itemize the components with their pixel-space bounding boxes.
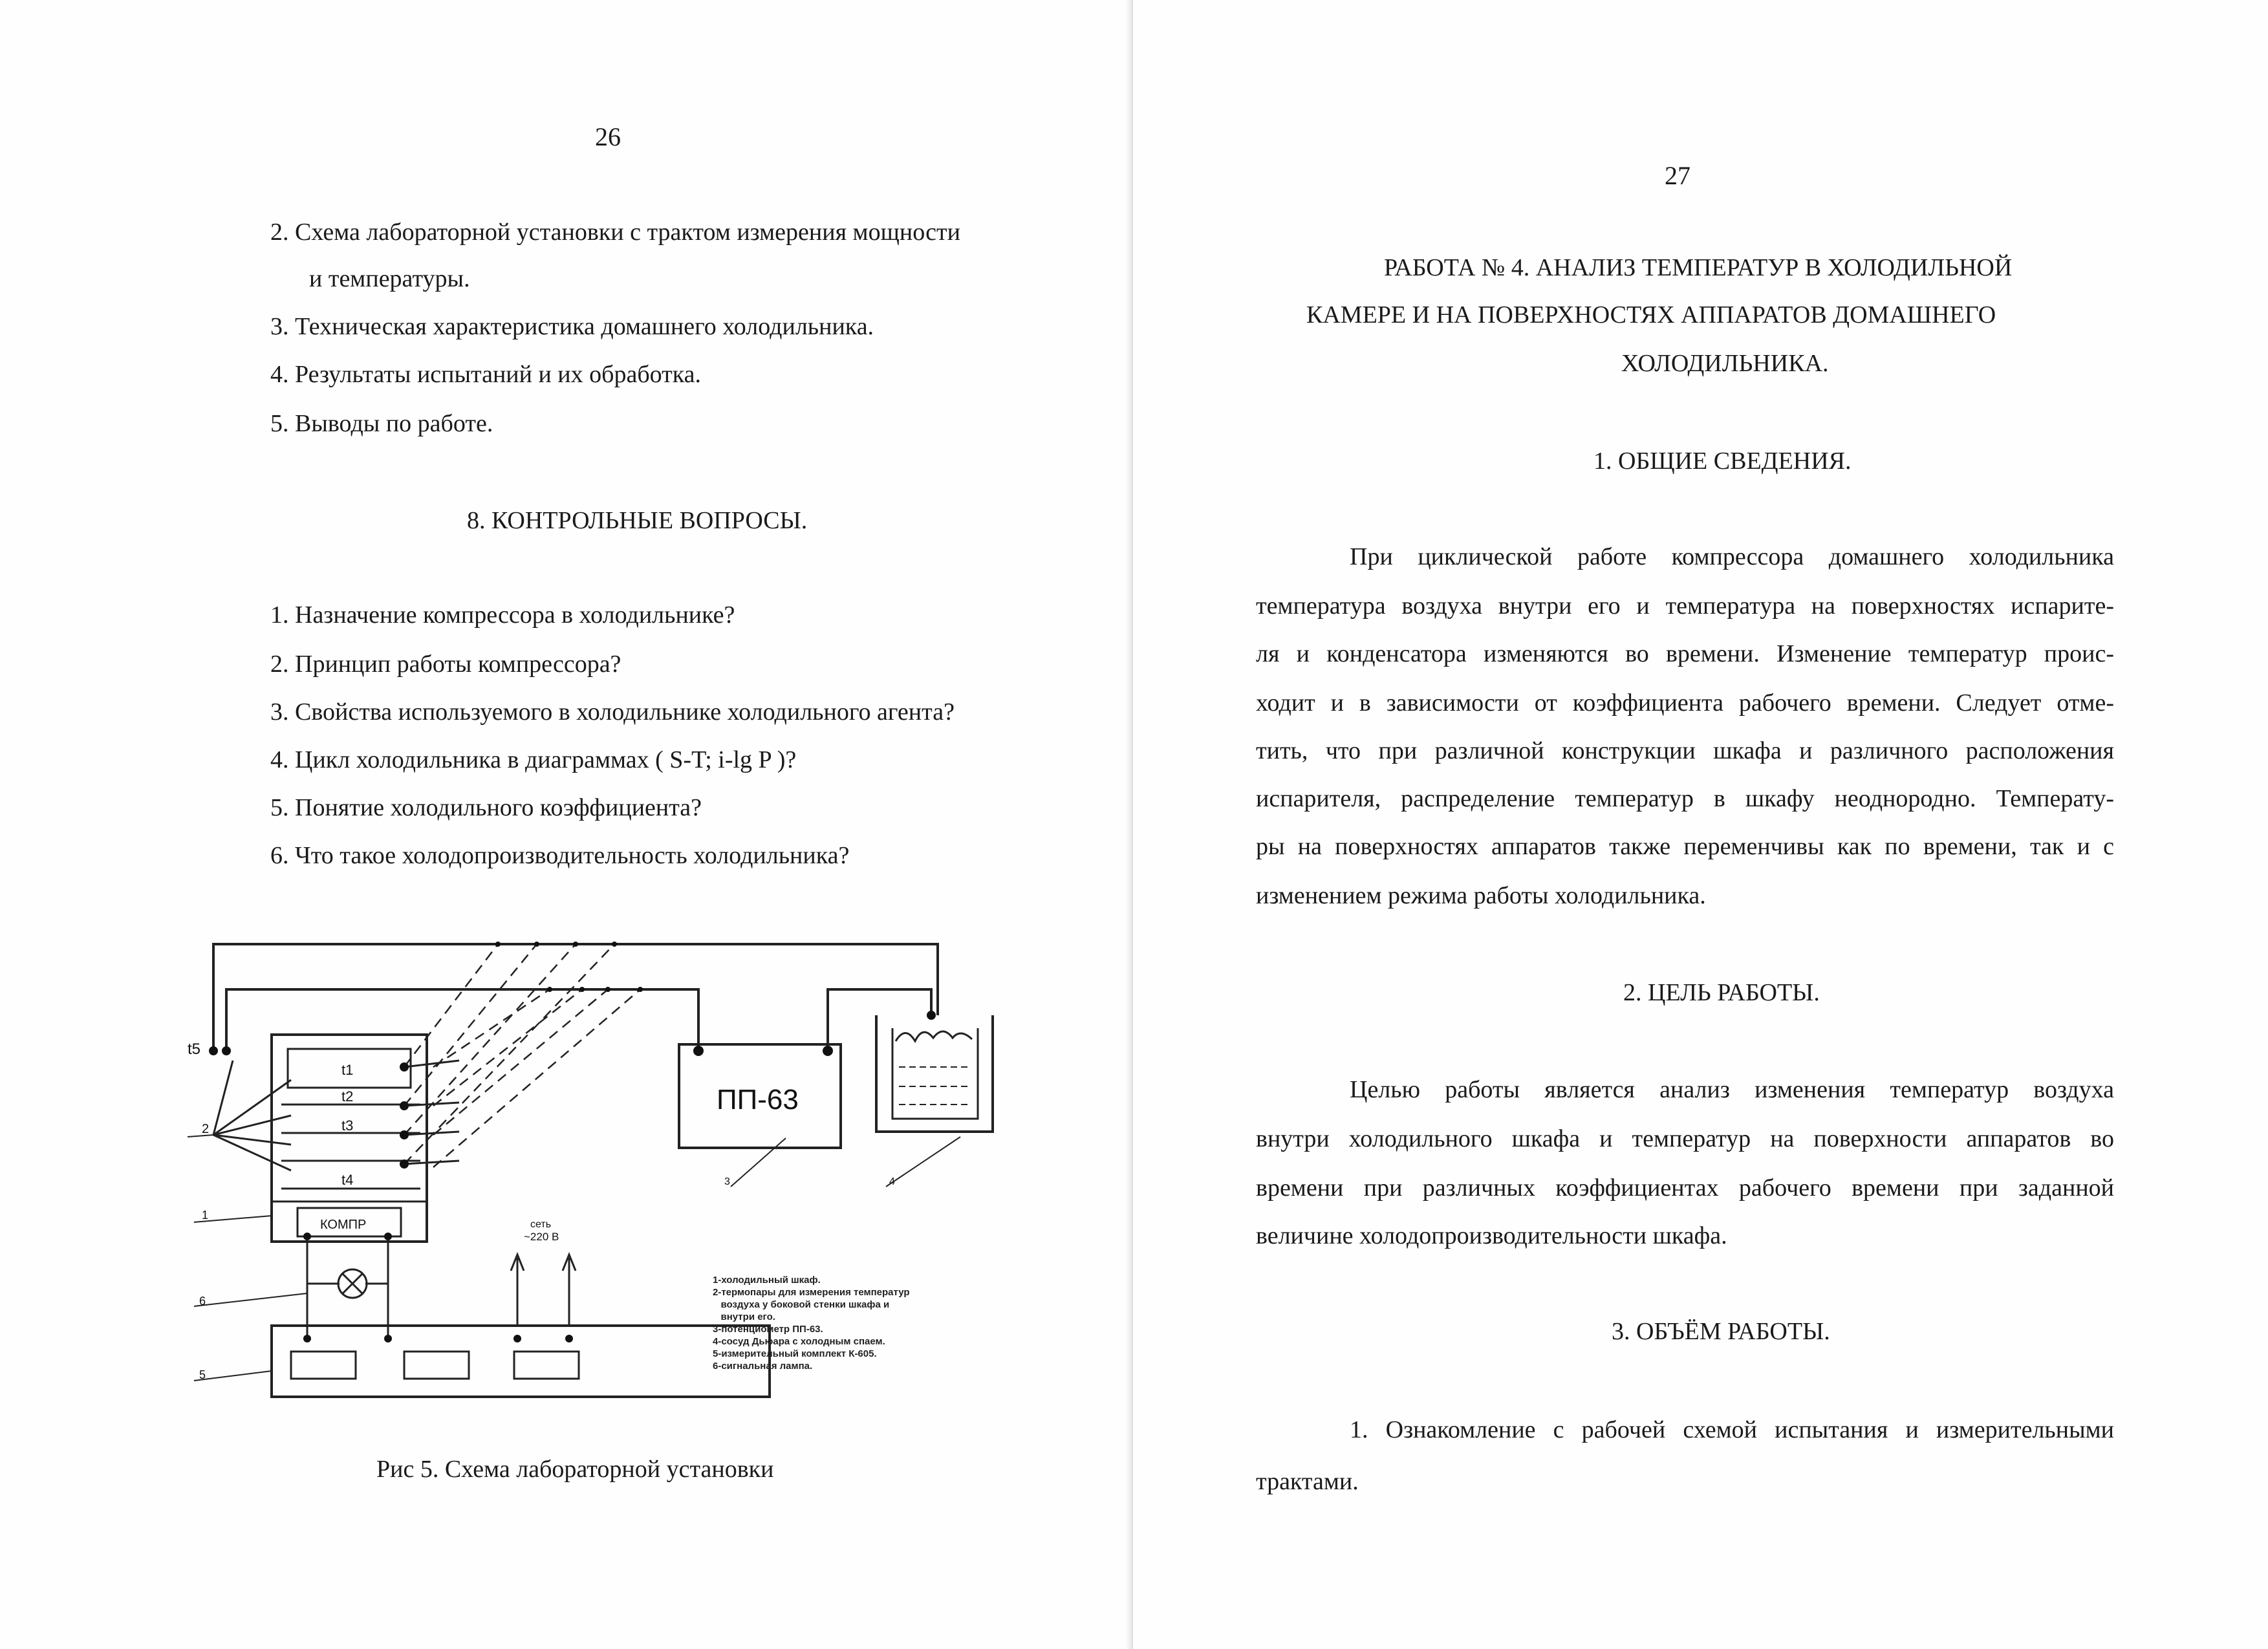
label-n2: 2	[202, 1122, 210, 1136]
legend-item: 1-холодильный шкаф.	[713, 1275, 821, 1286]
paragraph-line: изменением режима работы холодильника.	[1256, 882, 1706, 909]
question-item: 5. Понятие холодильного коэффициента?	[270, 794, 702, 821]
legend-item: 2-термопары для измерения температур	[713, 1287, 910, 1298]
legend-item: воздуха у боковой стенки шкафа и	[713, 1299, 890, 1310]
report-item: 4. Результаты испытаний и их обработка.	[270, 361, 702, 388]
paragraph-line: температура воздуха внутри его и температура на поверхностях испарите-	[1256, 592, 2114, 620]
label-n1: 1	[202, 1209, 209, 1222]
diagram-wire-mid	[226, 989, 698, 1051]
label-t5: t5	[188, 1040, 201, 1058]
label-voltage: ~220 В	[524, 1231, 559, 1243]
left-page	[0, 0, 1133, 1649]
label-n4: 4	[889, 1176, 895, 1187]
paragraph-line: испарителя, распределение температур в шкафу неоднородно. Температу-	[1256, 785, 2114, 812]
measuring-set	[272, 1326, 770, 1397]
label-t2: t2	[341, 1088, 354, 1105]
label-n6: 6	[199, 1295, 206, 1308]
paragraph-line: величине холодопроизводительности шкафа.	[1256, 1222, 1727, 1249]
dewar-vessel	[876, 1015, 993, 1132]
paragraph-line: тить, что при различной конструкции шкафа и различного расположения	[1256, 737, 2114, 764]
right-page	[1133, 0, 2268, 1649]
question-item: 4. Цикл холодильника в диаграммах ( S-T; i-lg P )?	[270, 746, 797, 773]
figure-caption: Рис 5. Схема лабораторной установки	[376, 1456, 774, 1483]
diagram-legend	[713, 1274, 910, 1372]
work-title-line: ХОЛОДИЛЬНИКА.	[1621, 350, 1829, 377]
work-title-line: КАМЕРЕ И НА ПОВЕРХНОСТЯХ АППАРАТОВ ДОМАШНЕГО	[1306, 301, 1996, 329]
label-pp63: ПП-63	[717, 1084, 799, 1116]
section-title-goal: 2. ЦЕЛЬ РАБОТЫ.	[1623, 979, 1820, 1006]
paragraph-line: Целью работы является анализ изменения температур воздуха	[1350, 1076, 2114, 1103]
label-set: сеть	[530, 1219, 552, 1230]
label-t3: t3	[341, 1117, 354, 1134]
page-number-left: 26	[595, 122, 621, 151]
legend-item: 5-измерительный комплект К-605.	[713, 1348, 877, 1359]
label-n3: 3	[724, 1176, 730, 1187]
legend-item: 3-потенциометр ПП-63.	[713, 1324, 823, 1335]
paragraph-line: При циклической работе компрессора домашнего холодильника	[1350, 543, 2114, 570]
question-item: 1. Назначение компрессора в холодильнике?	[270, 601, 735, 629]
legend-item: внутри его.	[713, 1311, 775, 1322]
paragraph-line: 1. Ознакомление с рабочей схемой испытания и измерительными	[1350, 1416, 2114, 1443]
question-item: 3. Свойства используемого в холодильнике холодильного агента?	[270, 698, 955, 726]
question-item: 6. Что такое холодопроизводительность холодильника?	[270, 842, 850, 869]
paragraph-line: ры на поверхностях аппаратов также переменчивы как по времени, так и с	[1256, 833, 2114, 860]
page-number-right: 27	[1665, 161, 1690, 190]
section-title-scope: 3. ОБЪЁМ РАБОТЫ.	[1612, 1318, 1830, 1345]
label-n5: 5	[199, 1368, 206, 1381]
paragraph-line: внутри холодильного шкафа и температур на поверхности аппаратов во	[1256, 1125, 2114, 1152]
paragraph-line: ходит и в зависимости от коэффициента рабочего времени. Следует отме-	[1256, 689, 2114, 717]
legend-item: 6-сигнальная лампа.	[713, 1361, 813, 1372]
paragraph-line: трактами.	[1256, 1468, 1359, 1495]
section-title-general: 1. ОБЩИЕ СВЕДЕНИЯ.	[1593, 447, 1852, 475]
paragraph-line: ля и конденсатора изменяются во времени. Изменение температур проис-	[1256, 640, 2114, 667]
label-t4: t4	[341, 1172, 354, 1188]
legend-item: 4-сосуд Дьюара с холодным спаем.	[713, 1336, 885, 1347]
label-kompr: КОМПР	[320, 1218, 367, 1232]
question-item: 2. Принцип работы компрессора?	[270, 651, 621, 678]
report-item: 3. Техническая характеристика домашнего холодильника.	[270, 313, 874, 340]
label-t1: t1	[341, 1062, 354, 1078]
section-title-questions: 8. КОНТРОЛЬНЫЕ ВОПРОСЫ.	[467, 507, 808, 534]
work-title-line: РАБОТА № 4. АНАЛИЗ ТЕМПЕРАТУР В ХОЛОДИЛЬНОЙ	[1384, 254, 2013, 281]
report-item: и температуры.	[309, 265, 470, 292]
report-item: 2. Схема лабораторной установки с трактом измерения мощности	[270, 219, 960, 246]
report-item: 5. Выводы по работе.	[270, 410, 493, 437]
paragraph-line: времени при различных коэффициентах рабочего времени при заданной	[1256, 1174, 2114, 1202]
